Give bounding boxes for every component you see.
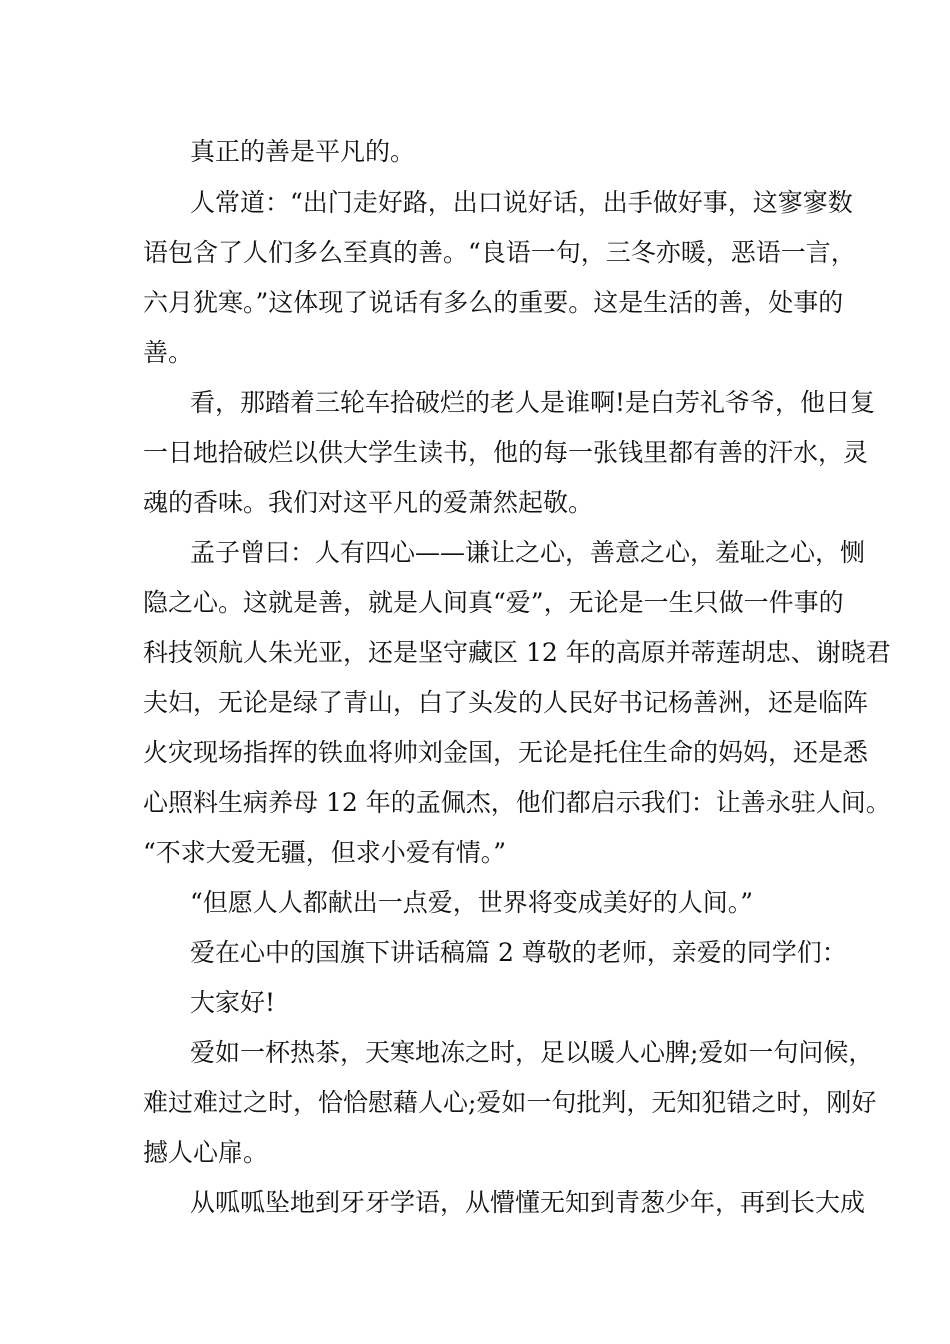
text-line: 从呱呱坠地到牙牙学语，从懵懂无知到青葱少年，再到长大成 — [190, 1188, 866, 1217]
text-line: 真正的善是平凡的。 — [190, 137, 416, 166]
text-line: “但愿人人都献出一点爱，世界将变成美好的人间。” — [190, 888, 754, 917]
text-line: 魂的香味。我们对这平凡的爱萧然起敬。 — [143, 488, 594, 517]
text-line: 人常道：“出门走好路，出口说好话，出手做好事，这寥寥数 — [190, 188, 853, 217]
text-line: 科技领航人朱光亚，还是坚守藏区 12 年的高原并蒂莲胡忠、谢晓君 — [143, 638, 891, 667]
text-line: 爱如一杯热茶，天寒地冻之时，足以暖人心脾;爱如一句问候， — [190, 1038, 874, 1067]
text-line: 隐之心。这就是善，就是人间真“爱”，无论是一生只做一件事的 — [143, 588, 844, 617]
text-line: 善。 — [143, 338, 194, 367]
text-line: 撼人心扉。 — [143, 1138, 269, 1167]
text-line: 看，那踏着三轮车拾破烂的老人是谁啊!是白芳礼爷爷，他日复 — [190, 388, 876, 417]
text-line: 孟子曾曰：人有四心——谦让之心，善意之心，羞耻之心，恻 — [190, 538, 866, 567]
text-line: 爱在心中的国旗下讲话稿篇 2 尊敬的老师，亲爱的同学们： — [190, 938, 847, 967]
text-line: 大家好! — [190, 988, 276, 1017]
text-line: 心照料生病养母 12 年的孟佩杰，他们都启示我们：让善永驻人间。 — [143, 788, 891, 817]
text-line: 夫妇，无论是绿了青山，白了头发的人民好书记杨善洲，还是临阵 — [143, 688, 869, 717]
text-line: 语包含了人们多么至真的善。“良语一句，三冬亦暖，恶语一言， — [143, 238, 856, 267]
text-line: 六月犹寒。”这体现了说话有多么的重要。这是生活的善，处事的 — [143, 288, 844, 317]
text-line: “不求大爱无疆，但求小爱有情。” — [143, 838, 507, 867]
text-line: 火灾现场指挥的铁血将帅刘金国，无论是托住生命的妈妈，还是悉 — [143, 738, 869, 767]
text-line: 一日地拾破烂以供大学生读书，他的每一张钱里都有善的汗水，灵 — [143, 438, 869, 467]
text-line: 难过难过之时，恰恰慰藉人心;爱如一句批判，无知犯错之时，刚好 — [143, 1088, 877, 1117]
